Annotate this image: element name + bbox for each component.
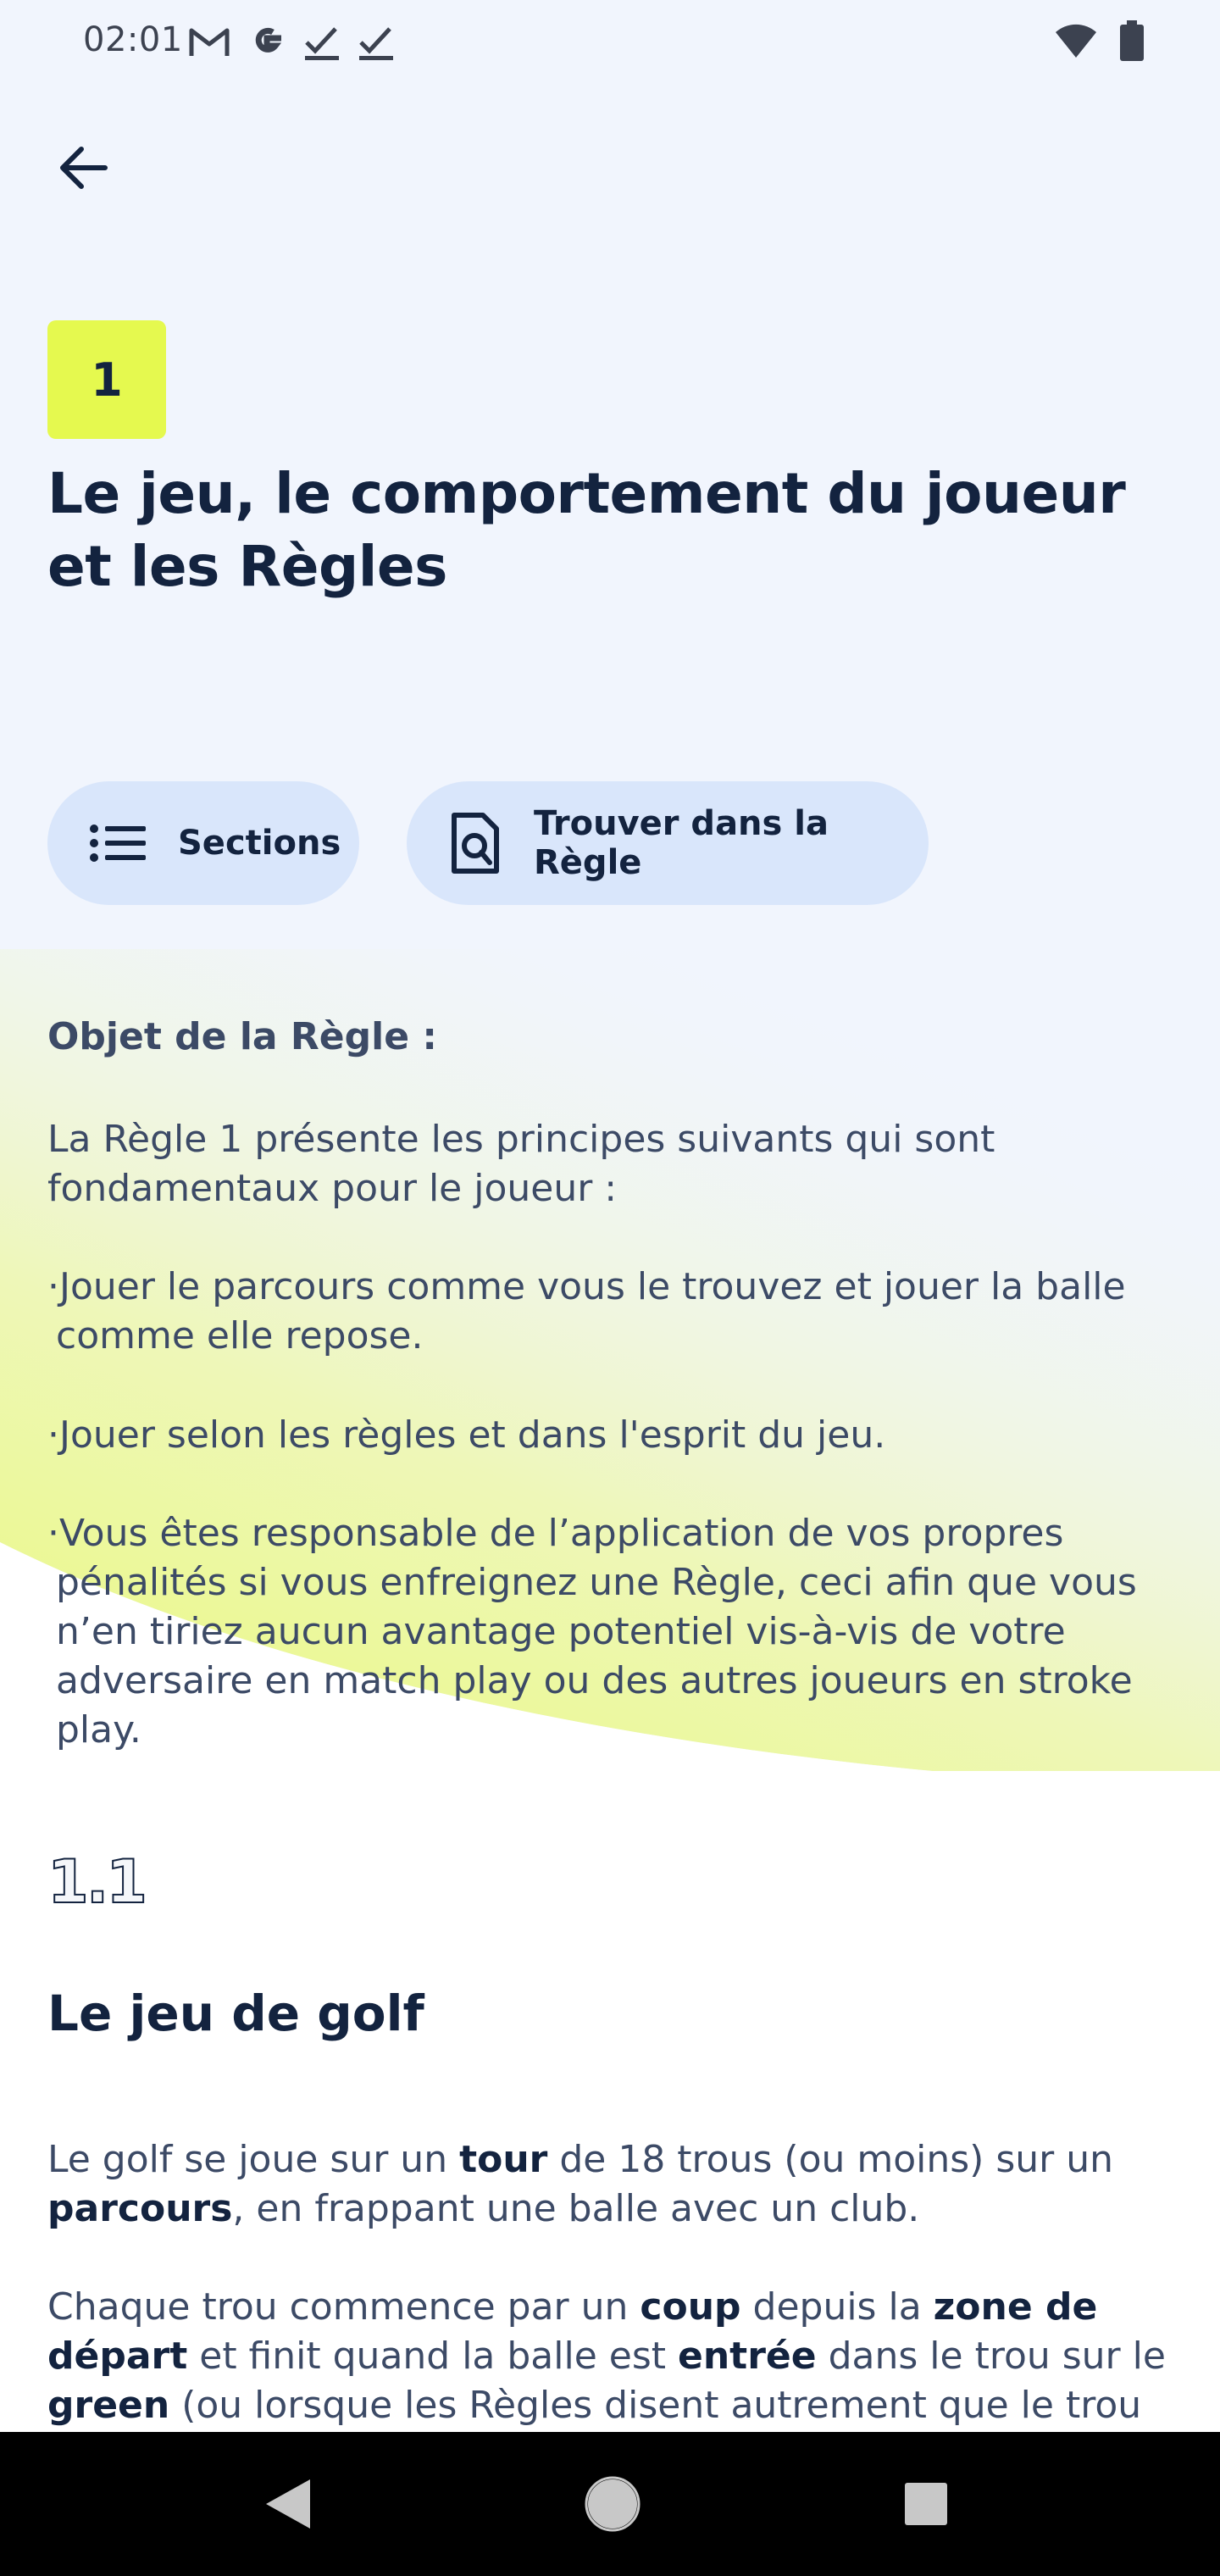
purpose-intro: La Règle 1 présente les principes suivants qui sont fondamentaux pour le joueur : [47, 1118, 995, 1210]
defined-term-link[interactable]: coup [640, 2285, 741, 2329]
status-bar [0, 0, 1220, 85]
text-run: de 18 trous (ou moins) sur un [547, 2138, 1113, 2181]
back-button[interactable] [49, 136, 117, 203]
text-run: , en frappant une balle avec un club. [232, 2187, 920, 2230]
defined-term-link[interactable]: zone de départ [47, 2285, 1098, 2378]
document-search-icon [451, 812, 500, 874]
text-run: dans le trou sur le [816, 2334, 1166, 2378]
purpose-bullet: ·Vous êtes responsable de l’application de vos propres pénalités si vous enfreignez une Règle, ceci afin que vous n’en tiriez aucun avantage potentiel vis-à-vis de votre adversaire en match play ou des autres joueurs en stroke play. [47, 1512, 1137, 1752]
rule-number-badge: 1 [47, 320, 166, 439]
check-icon [358, 24, 395, 61]
sections-button[interactable] [47, 781, 359, 905]
text-run: (ou lorsque les Règles disent autrement que le trou [181, 2384, 1142, 2427]
find-in-rule-button[interactable] [407, 781, 929, 905]
check-icon [303, 24, 341, 61]
defined-term-link[interactable]: tour [459, 2138, 548, 2181]
sections-label: Sections [178, 824, 341, 863]
google-icon [247, 23, 286, 62]
notification-icons [188, 20, 395, 64]
defined-term-link[interactable]: parcours [47, 2187, 233, 2230]
defined-term-link[interactable]: green [47, 2384, 170, 2427]
purpose-label: Objet de la Règle : [47, 1015, 437, 1058]
nav-back-icon[interactable] [263, 2476, 313, 2535]
purpose-bullet: ·Jouer le parcours comme vous le trouvez et jouer la balle comme elle repose. [47, 1265, 1126, 1357]
nav-home-icon[interactable] [585, 2476, 640, 2535]
section-paragraph [47, 2135, 1183, 2234]
section-number: 1.1 [47, 1847, 146, 1917]
system-icons [1054, 20, 1144, 64]
status-time: 02:01 [83, 20, 183, 59]
text-run: depuis la [740, 2285, 934, 2329]
purpose-bullet: ·Jouer selon les règles et dans l'esprit du jeu. [47, 1413, 886, 1457]
defined-term-link[interactable]: entrée [678, 2334, 817, 2378]
system-navigation-bar [0, 2432, 1220, 2576]
list-icon [90, 824, 146, 862]
nav-recents-icon[interactable] [903, 2481, 949, 2530]
gmail-icon [188, 25, 230, 59]
page-title: Le jeu, le comportement du joueur et les Règles [47, 461, 1126, 599]
text-run: Chaque trou commence par un [47, 2285, 640, 2329]
find-in-rule-label: Trouver dans la Règle [534, 804, 829, 882]
battery-icon [1120, 20, 1144, 64]
section-title: Le jeu de golf [47, 1985, 424, 2042]
arrow-left-icon [56, 141, 110, 198]
text-run: et finit quand la balle est [187, 2334, 679, 2378]
text-run: Le golf se joue sur un [47, 2138, 460, 2181]
wifi-icon [1054, 22, 1098, 63]
